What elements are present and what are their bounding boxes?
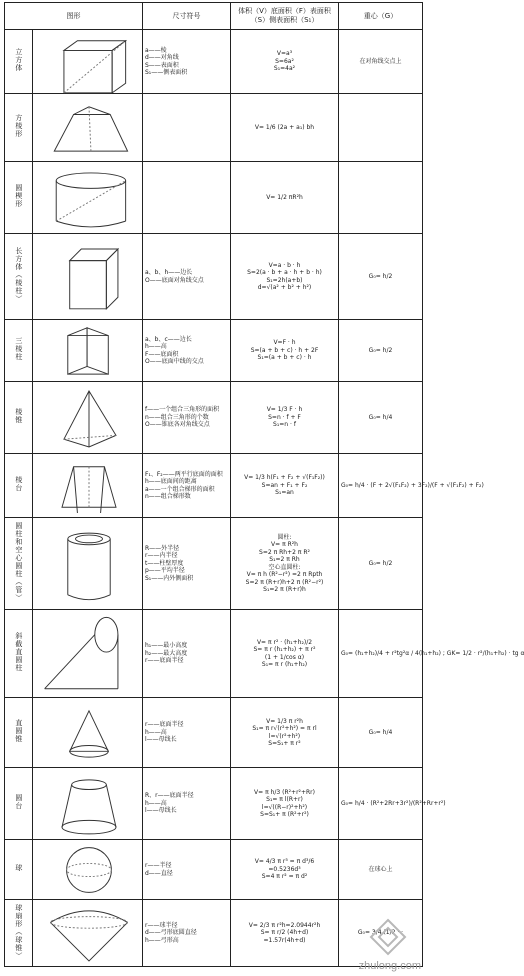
- formula-line: S=S₁+ π r²: [268, 740, 301, 747]
- symbol-line: f——一个组合三角形的面积: [145, 406, 220, 414]
- symbol-line: F——底面积: [145, 350, 179, 358]
- symbol-line: r——半径: [145, 862, 172, 869]
- solid-name: 斜截直圆柱: [14, 632, 23, 673]
- symbols-cell: [143, 234, 231, 320]
- formula-line: S₁=n · f: [273, 421, 296, 429]
- cone-icon: [35, 700, 143, 766]
- header-formulas: 体积（V）底面积（F）表面积（S）侧表面积（S₁）: [231, 3, 339, 30]
- symbols-cell: [143, 610, 231, 698]
- formula-line: S₁=4a²: [273, 65, 296, 73]
- symbol-line: S₁——内外侧面积: [145, 574, 194, 582]
- symbols-cell: [143, 900, 231, 967]
- solid-name: 立方体: [14, 48, 23, 73]
- symbol-line: p——平均半径: [145, 567, 185, 575]
- centroid-value: G₀= h/2: [368, 559, 393, 567]
- geometry-formula-table: [4, 2, 524, 967]
- solid-name: 圆楔形: [14, 184, 23, 209]
- table-row: [5, 840, 423, 900]
- symbol-line: O——底面中线的交点: [145, 358, 204, 365]
- centroid-value: G₀= h/4 · (F + 2√(F₁F₂) + 3F₂)/(F + √(F₁F₂) + F₂): [341, 481, 484, 489]
- solid-name: 圆柱和空心圆柱（管）: [14, 522, 23, 603]
- formula-line: S=S₁+ π (R²+r²): [260, 811, 309, 818]
- formulas-cell: [231, 30, 339, 94]
- symbol-line: r——底面半径: [145, 721, 184, 729]
- symbol-line: a、b、c——边长: [145, 335, 192, 343]
- table-row: [5, 518, 423, 610]
- symbol-line: h——弓形高: [145, 936, 179, 944]
- figure-cell: [33, 320, 143, 382]
- centroid-value: G₀= 3/4 (1/2 ···: [357, 929, 404, 937]
- formula-line: S₁=an: [275, 489, 294, 497]
- solid-name-cell: [5, 518, 33, 610]
- formula-line: V= 1/6 (2a + a₁) bh: [254, 123, 315, 131]
- symbol-line: t——柱壁厚度: [145, 559, 184, 567]
- header-figure: 图形: [5, 3, 143, 30]
- formula-line: S₁= π l(R+r): [266, 796, 303, 803]
- solid-name-cell: [5, 320, 33, 382]
- table-row: [5, 698, 423, 768]
- formula-line: V= 4/3 π r³ = π d³/6: [254, 858, 315, 866]
- centroid-cell: [339, 610, 524, 698]
- figure-cell: [33, 30, 143, 94]
- centroid-value: G₀= h/2: [368, 346, 393, 354]
- cube-icon: [35, 32, 143, 92]
- symbol-line: R、r——底面半径: [145, 792, 194, 800]
- symbol-line: l——母线长: [145, 736, 177, 744]
- solid-name-cell: [5, 382, 33, 454]
- formula-line: V= π h (R²−r²) =2 π Rpth: [246, 571, 323, 578]
- formula-line: S₁=(a + b + c) · h: [257, 354, 312, 362]
- centroid-value: 在球心上: [368, 865, 393, 873]
- symbols-cell: [143, 320, 231, 382]
- centroid-cell: [339, 162, 423, 234]
- formula-line: 圆柱:: [277, 533, 292, 541]
- figure-cell: [33, 94, 143, 162]
- symbol-line: a、b、h——边长: [145, 269, 193, 276]
- wedge-icon: [35, 96, 143, 160]
- symbol-line: h——高: [145, 799, 167, 807]
- formula-line: l=√((R−r)²+h²): [261, 803, 308, 811]
- symbol-line: S₁——侧表面积: [145, 69, 188, 76]
- centroid-cell: [339, 454, 484, 518]
- triangular-prism-icon: [35, 322, 143, 380]
- symbol-line: h——高: [145, 728, 167, 736]
- formula-line: S₁=2 π Rh: [269, 556, 300, 563]
- formulas-cell: [231, 698, 339, 768]
- formula-line: V= 1/3 π r²h: [266, 717, 303, 725]
- formula-line: V=a³: [276, 50, 293, 58]
- symbols-cell: [143, 768, 231, 840]
- solid-name-cell: [5, 840, 33, 900]
- zhulong-logo-icon: [367, 916, 409, 958]
- formula-line: V= π h/3 (R²+r²+Rr): [254, 788, 315, 796]
- centroid-cell: [339, 234, 423, 320]
- table-row: [5, 768, 423, 840]
- centroid-value: G₀= h/2: [368, 272, 393, 280]
- figure-cell: [33, 454, 143, 518]
- formula-line: S=n · f + F: [268, 413, 301, 421]
- formulas-cell: [231, 234, 339, 320]
- table-row: [5, 94, 423, 162]
- cylinder-wedge-icon: [35, 164, 143, 232]
- centroid-value: 在对角线交点上: [359, 57, 402, 65]
- watermark: zhulong.com: [358, 960, 421, 972]
- formula-line: S₁= π r√(r²+h²) = π rl: [252, 725, 317, 732]
- formulas-cell: [231, 610, 339, 698]
- formula-line: =1.57r(4h+d): [263, 936, 306, 944]
- solid-name-cell: [5, 900, 33, 967]
- table-row: [5, 30, 423, 94]
- formula-line: S=(a + b + c) · h + 2F: [250, 346, 319, 354]
- figure-cell: [33, 518, 143, 610]
- solid-name: 长方体（棱柱）: [14, 247, 23, 304]
- solid-name: 圆台: [14, 794, 23, 811]
- formulas-cell: [231, 900, 339, 967]
- centroid-cell: [339, 382, 423, 454]
- table-row: [5, 320, 423, 382]
- formula-line: =0.5236d³: [268, 865, 301, 873]
- symbol-line: d——对角线: [145, 54, 179, 61]
- centroid-cell: [339, 320, 423, 382]
- centroid-cell: [339, 698, 423, 768]
- sphere-icon: [35, 842, 143, 898]
- solid-name: 直圆锥: [14, 719, 23, 744]
- hollow-cylinder-icon: [35, 520, 143, 608]
- formula-line: S=4 π r² = π d²: [261, 873, 308, 881]
- formula-line: (1 + 1/cos α): [264, 653, 305, 661]
- solid-name-cell: [5, 94, 33, 162]
- formula-line: V= 1/2 πR²h: [266, 193, 303, 201]
- header-symbols: 尺寸符号: [143, 3, 231, 30]
- centroid-cell: [339, 840, 423, 900]
- centroid-cell: [339, 94, 423, 162]
- solid-name-cell: [5, 234, 33, 320]
- symbol-line: h₁——最小高度: [145, 642, 188, 650]
- symbol-line: O——底面对角线交点: [145, 276, 204, 284]
- formulas-cell: [231, 320, 339, 382]
- solid-name: 三棱柱: [14, 337, 23, 362]
- solid-name: 棱台: [14, 476, 23, 493]
- solid-name-cell: [5, 454, 33, 518]
- table-row: [5, 162, 423, 234]
- formula-line: S₁= π r (h₁+h₂): [261, 661, 308, 668]
- centroid-value: G₀= h/4 · (R²+2Rr+3r²)/(R²+Rr+r²): [341, 799, 446, 807]
- solid-name-cell: [5, 30, 33, 94]
- formulas-cell: [231, 94, 339, 162]
- formula-line: S₁=2 π (R+r)h: [263, 586, 306, 593]
- formula-line: V=a · b · h: [268, 261, 301, 269]
- figure-cell: [33, 900, 143, 967]
- centroid-cell: [339, 518, 423, 610]
- centroid-cell: [339, 768, 446, 840]
- formulas-cell: [231, 454, 339, 518]
- symbol-line: a——一个组合梯形的面积: [145, 485, 215, 493]
- symbol-line: O——锥底各对角线交点: [145, 421, 210, 429]
- centroid-value: G₀= h/4: [368, 728, 393, 736]
- formula-line: V=F · h: [273, 339, 296, 347]
- formulas-cell: [231, 768, 339, 840]
- symbol-line: r——内半径: [145, 552, 178, 560]
- symbol-line: r——球半径: [145, 921, 178, 929]
- symbol-line: h——高: [145, 343, 167, 350]
- formula-line: V= π R²h: [271, 541, 298, 548]
- symbols-cell: [143, 382, 231, 454]
- pyramid-icon: [35, 384, 143, 452]
- figure-cell: [33, 768, 143, 840]
- table-row: [5, 382, 423, 454]
- symbol-line: d——弓形底圆直径: [145, 929, 197, 937]
- symbol-line: F₁、F₂——两平行底面的面积: [145, 470, 223, 478]
- symbols-cell: [143, 30, 231, 94]
- formula-line: S= π r (h₁+h₂) + π r²: [253, 646, 316, 653]
- formulas-cell: [231, 518, 339, 610]
- symbols-cell: [143, 840, 231, 900]
- solid-name-cell: [5, 698, 33, 768]
- symbol-line: r——底面半径: [145, 657, 184, 665]
- formula-line: V= 1/3 h(F₁ + F₂ + √(F₁F₂)): [244, 474, 325, 482]
- symbol-line: h——底面间的距离: [145, 478, 197, 485]
- centroid-cell: [339, 30, 423, 94]
- symbols-cell: [143, 698, 231, 768]
- symbol-line: n——组合梯形数: [145, 493, 191, 500]
- symbols-cell: [143, 518, 231, 610]
- figure-cell: [33, 234, 143, 320]
- frustum-cone-icon: [35, 770, 143, 838]
- formula-line: 空心直圆柱:: [268, 563, 301, 571]
- centroid-value: G₀= h/4: [368, 413, 393, 421]
- symbol-line: d——直径: [145, 869, 173, 877]
- formula-line: S=2 π (R+r)h+2 π (R²−r²): [245, 578, 324, 586]
- table-row: [5, 234, 423, 320]
- cuboid-icon: [35, 236, 143, 318]
- formula-line: d=√(a² + b² + h²): [257, 284, 312, 291]
- table-row: [5, 610, 423, 698]
- figure-cell: [33, 162, 143, 234]
- figure-cell: [33, 840, 143, 900]
- figure-cell: [33, 382, 143, 454]
- figure-cell: [33, 610, 143, 698]
- formula-line: S=2 π Rh+2 π R²: [259, 548, 310, 556]
- figure-cell: [33, 698, 143, 768]
- formula-line: S= π r/2 (4h+d): [260, 929, 309, 937]
- formulas-cell: [231, 162, 339, 234]
- table-row: [5, 900, 423, 967]
- symbols-cell: [143, 162, 231, 234]
- oblique-cylinder-icon: [35, 612, 143, 696]
- symbol-line: a——棱: [145, 46, 167, 54]
- symbol-line: l——母线长: [145, 807, 177, 815]
- frustum-pyramid-icon: [35, 456, 143, 516]
- symbol-line: h₂——最大高度: [145, 649, 188, 657]
- solid-name: 球扇形（球锥）: [14, 903, 23, 960]
- formula-line: V= π r² · (h₁+h₂)/2: [256, 638, 313, 646]
- solid-name-cell: [5, 162, 33, 234]
- symbol-line: R——外半径: [145, 544, 180, 552]
- solid-name: 方棱形: [14, 114, 23, 139]
- formula-line: S=an + F₁ + F₂: [261, 481, 308, 489]
- formula-line: l=√(r²+h²): [268, 732, 301, 740]
- centroid-value: G₀= (h₁+h₂)/4 + r²tg²α / 4(h₁+h₂) ; GK= 1/2 · r²/(h₁+h₂) · tg α: [341, 649, 524, 657]
- formulas-cell: [231, 840, 339, 900]
- table-row: [5, 454, 423, 518]
- symbols-cell: [143, 454, 231, 518]
- solid-name: 棱锥: [14, 408, 23, 425]
- symbols-cell: [143, 94, 231, 162]
- spherical-sector-icon: [35, 902, 143, 965]
- symbol-line: n——组合三角形的个数: [145, 413, 209, 421]
- formula-line: V= 2/3 π r²h=2.0944r²h: [248, 921, 321, 929]
- solid-name: 球: [14, 864, 23, 873]
- formula-line: S=6a²: [275, 57, 294, 65]
- symbol-line: S——表面积: [145, 61, 179, 69]
- solid-name-cell: [5, 610, 33, 698]
- formula-line: S₁=2h(a+b): [266, 276, 303, 284]
- header-centroid: 重心（G）: [339, 3, 423, 30]
- formulas-cell: [231, 382, 339, 454]
- formula-line: S=2(a · b + a · h + b · h): [247, 269, 322, 276]
- table-header-row: [5, 3, 423, 30]
- solid-name-cell: [5, 768, 33, 840]
- formula-line: V= 1/3 F · h: [266, 406, 303, 414]
